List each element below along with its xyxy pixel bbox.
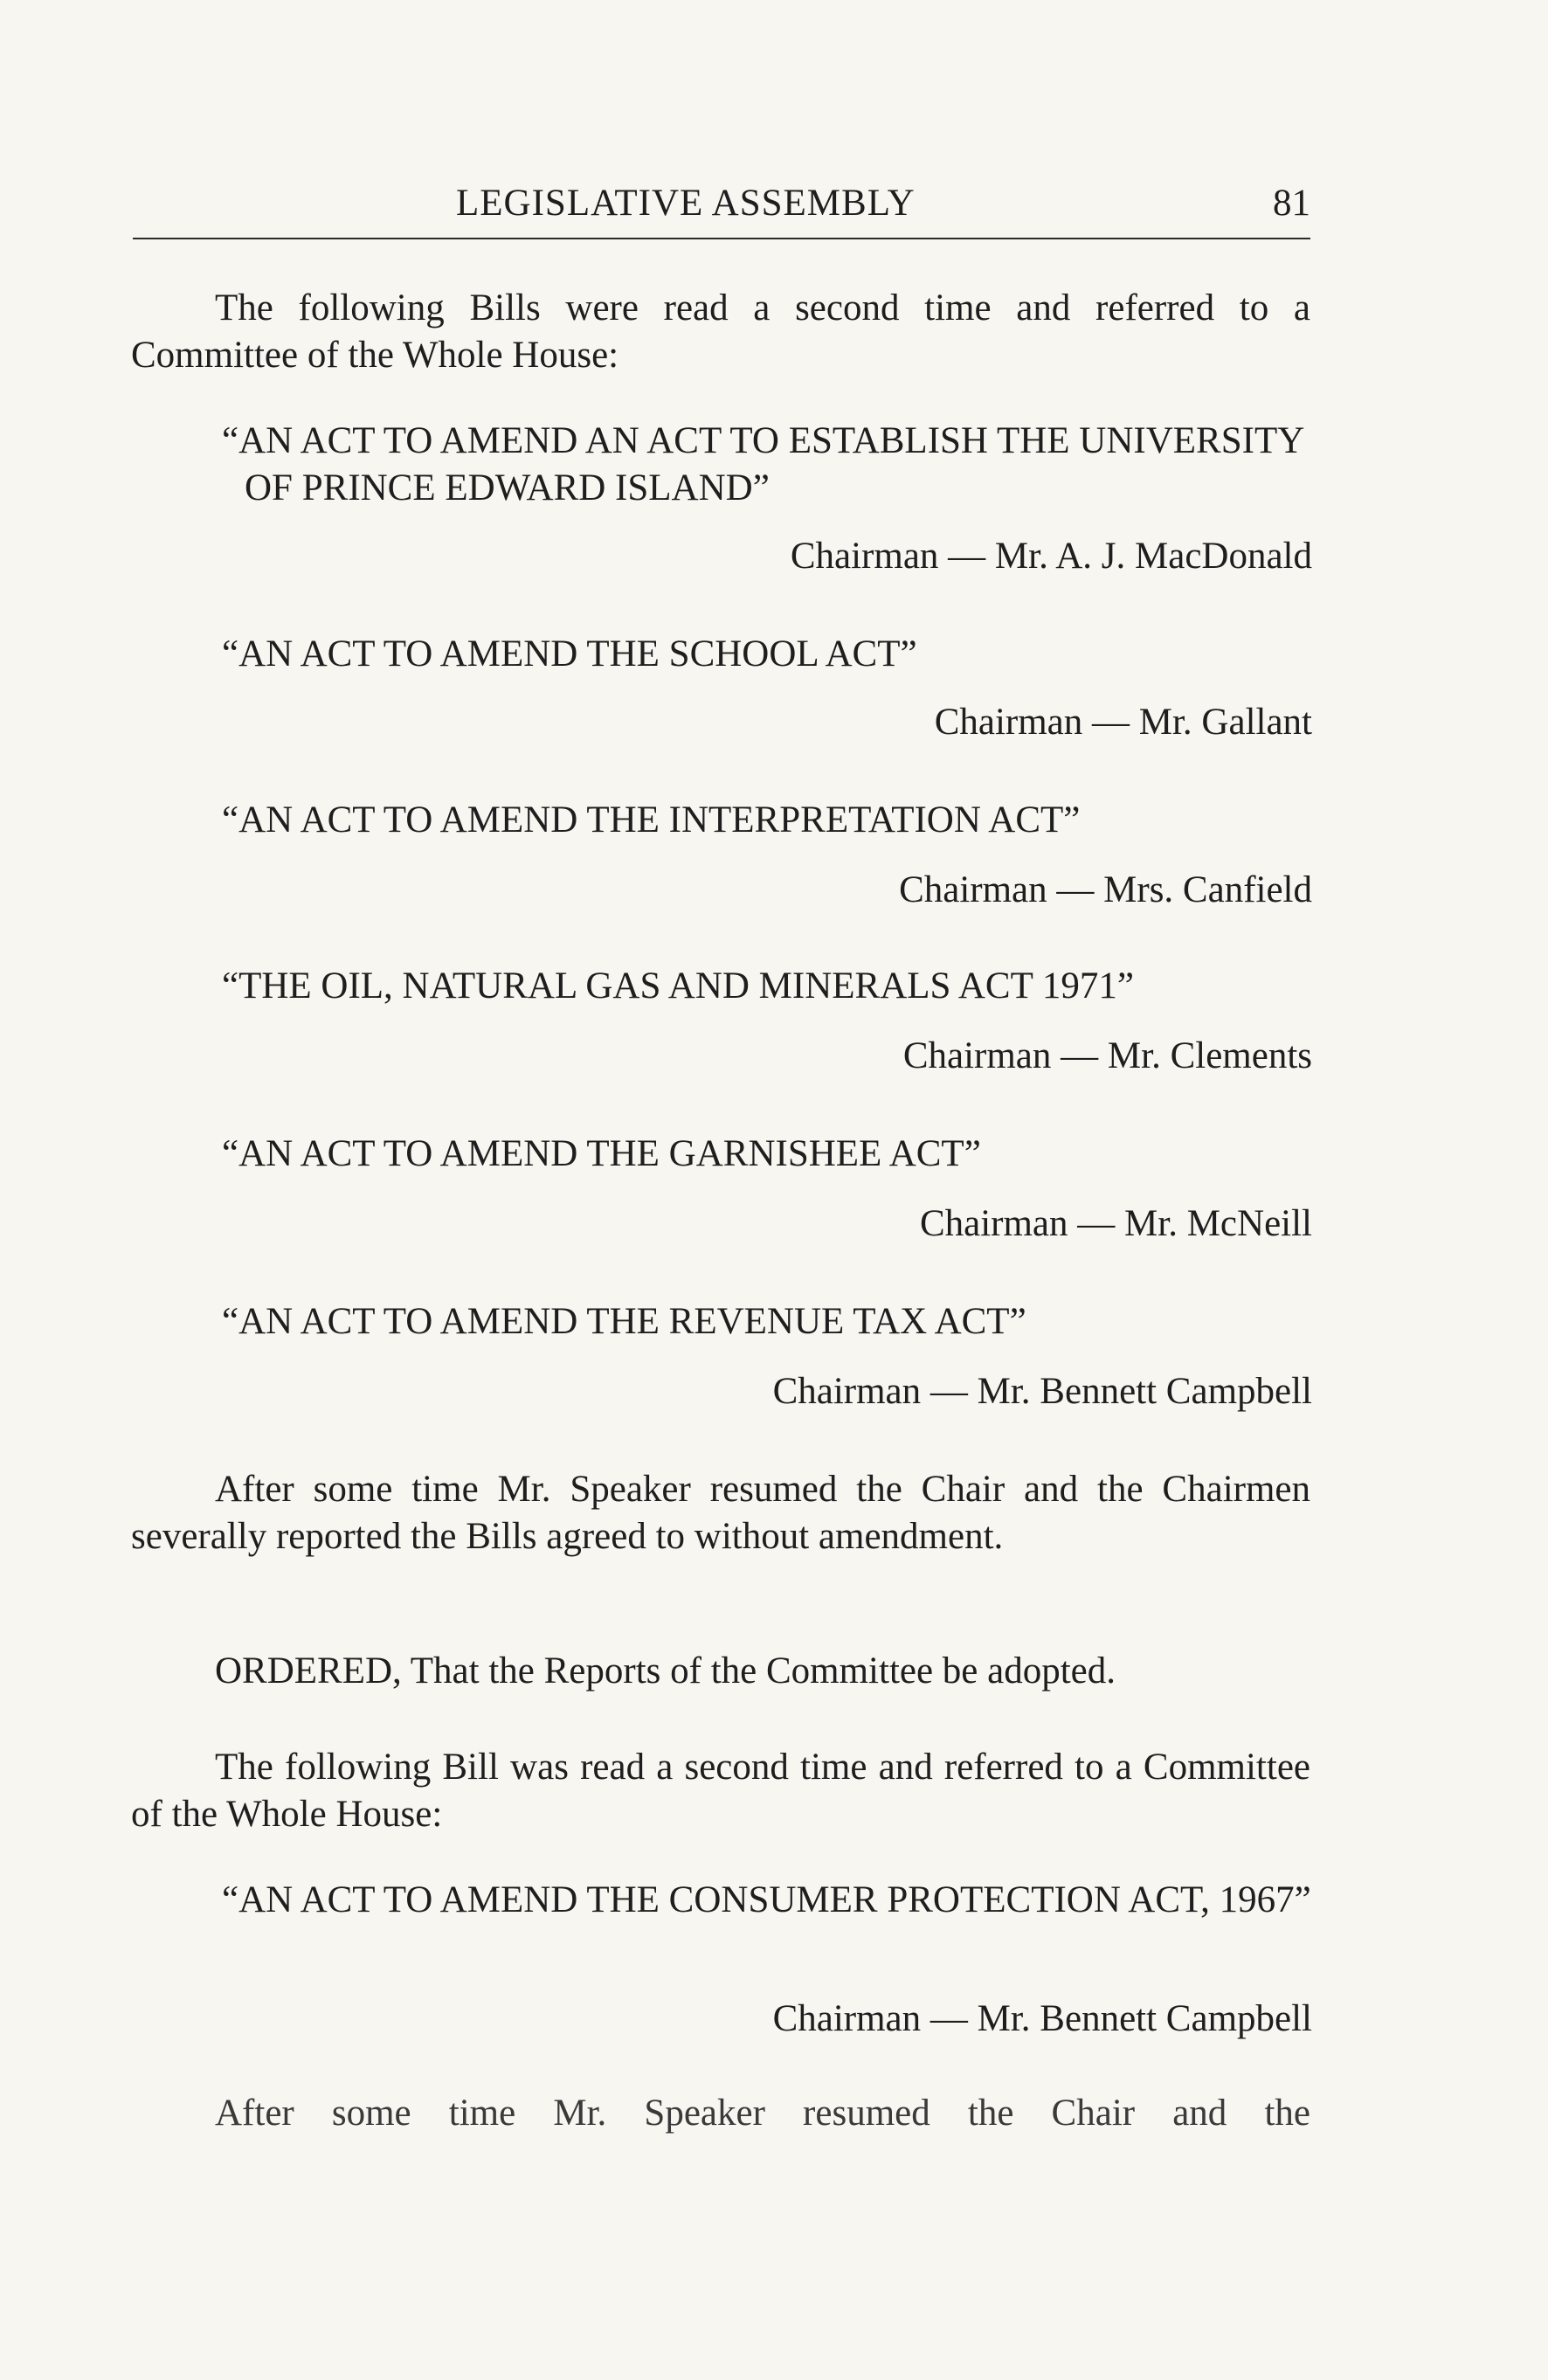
bill-title-oil-gas-minerals-act: “THE OIL, NATURAL GAS AND MINERALS ACT 1971” [222, 965, 1134, 1007]
paragraph-speaker-resumed-continued: After some time Mr. Speaker resumed the Chair and the [215, 2093, 1310, 2134]
bill-title-interpretation-act: “AN ACT TO AMEND THE INTERPRETATION ACT” [222, 799, 1081, 841]
chairman-macdonald: Chairman — Mr. A. J. MacDonald [790, 536, 1312, 577]
bill-title-school-act: “AN ACT TO AMEND THE SCHOOL ACT” [222, 633, 917, 675]
paragraph-bill-referred: The following Bill was read a second time and referred to a Committee of the Whole House: [131, 1747, 1310, 1835]
header-rule [133, 238, 1310, 239]
paragraph-ordered: ORDERED, That the Reports of the Committee be adopted. [215, 1650, 1116, 1692]
paragraph-bills-referred: The following Bills were read a second time and referred to a Committee of the Whole House: [131, 287, 1310, 376]
bill-title-garnishee-act: “AN ACT TO AMEND THE GARNISHEE ACT” [222, 1133, 981, 1174]
bill-title-university-pei: “AN ACT TO AMEND AN ACT TO ESTABLISH THE UNIVERSITY OF PRINCE EDWARD ISLAND” [222, 420, 1303, 509]
header-title: LEGISLATIVE ASSEMBLY [456, 183, 916, 224]
chairman-mcneill: Chairman — Mr. McNeill [919, 1203, 1312, 1244]
chairman-bennett-campbell: Chairman — Mr. Bennett Campbell [772, 1371, 1312, 1412]
chairman-gallant: Chairman — Mr. Gallant [934, 702, 1312, 743]
paragraph-speaker-resumed: After some time Mr. Speaker resumed the Chair and the Chairmen severally reported the Bills agreed to without amendment. [131, 1469, 1310, 1557]
bill-title-revenue-tax-act: “AN ACT TO AMEND THE REVENUE TAX ACT” [222, 1301, 1026, 1342]
bill-title-consumer-protection-act: “AN ACT TO AMEND THE CONSUMER PROTECTION ACT, 1967” [222, 1879, 1311, 1920]
chairman-clements: Chairman — Mr. Clements [902, 1035, 1312, 1076]
chairman-canfield: Chairman — Mrs. Canfield [899, 869, 1312, 910]
chairman-bennett-campbell-2: Chairman — Mr. Bennett Campbell [772, 1998, 1312, 2039]
page-header [157, 182, 1310, 234]
page-number: 81 [1273, 183, 1310, 224]
